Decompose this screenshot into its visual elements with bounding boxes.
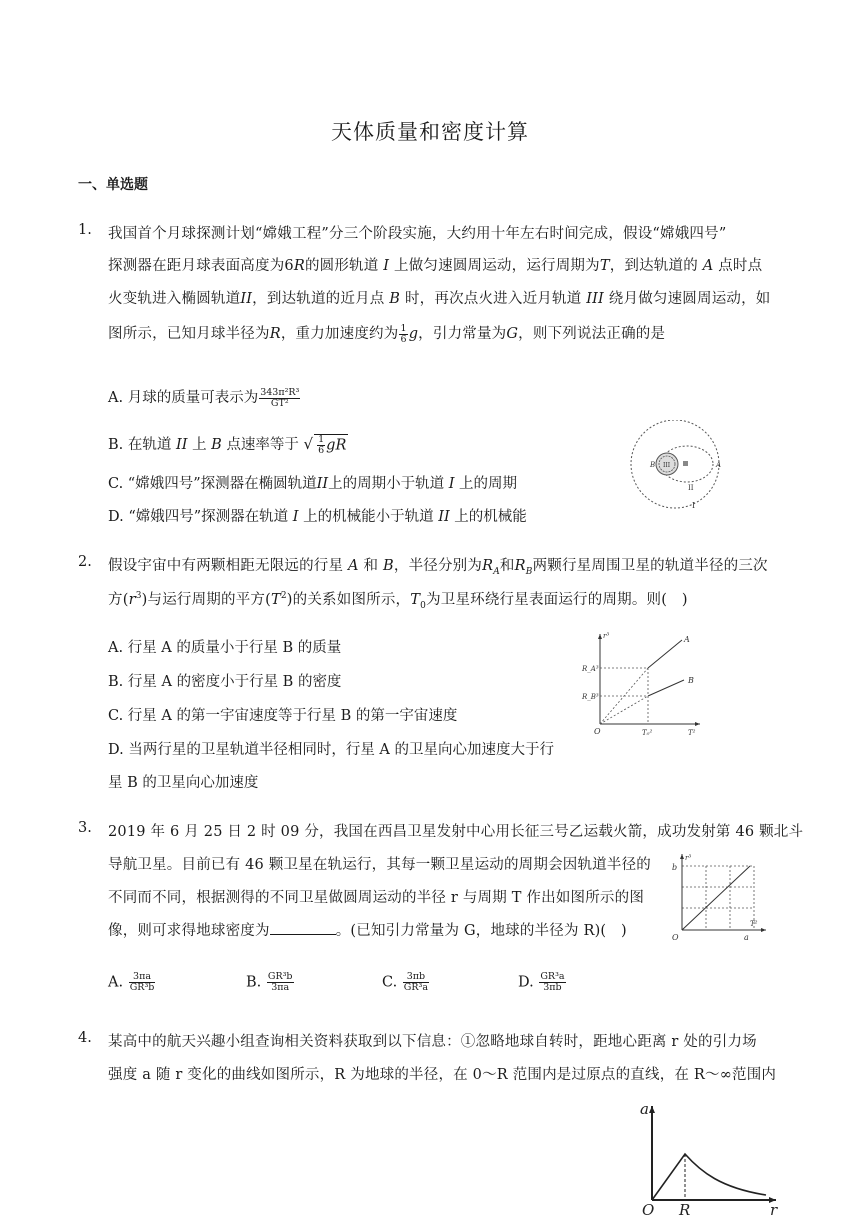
option-d[interactable]: D. “嫦娥四号”探测器在轨道 I 上的机械能小于轨道 II 上的机械能 (108, 509, 527, 525)
option-b[interactable]: B. 行星 A 的密度小于行星 B 的密度 (108, 674, 342, 690)
field-strength-graph (636, 1098, 786, 1216)
fraction: $\frac{\text{343π²R³}}{\text{GT²}}$ (260, 386, 300, 409)
question-text-line: 我国首个月球探测计划“嫦娥工程”分三个阶段实施，大约用十年左右时间完成，假设“嫦娥四号” (108, 226, 727, 242)
question-text-line: 2019 年 6 月 25 日 2 时 09 分，我国在西昌卫星发射中心用长征三号乙运载火箭，成功发射第 46 颗北斗 (108, 824, 804, 840)
y-axis-label: a (640, 1100, 649, 1118)
question-text-line: 不同而不同，根据测得的不同卫星做圆周运动的半径 r 与周期 T 作出如图所示的图 (108, 890, 645, 906)
fraction: $\frac{3\pi b}{\text{GR³a}}$ (403, 971, 429, 993)
fraction: $\frac{1}{6}$ (400, 322, 407, 345)
origin-label: O (594, 727, 601, 736)
line-b (648, 680, 684, 696)
option-a[interactable]: A. 行星 A 的质量小于行星 B 的质量 (108, 640, 342, 656)
question-text-line: 探测器在距月球表面高度为6R的圆形轨道 I 上做匀速圆周运动，运行周期为T，到达轨道的 A 点时点 (108, 258, 763, 274)
line-a (648, 640, 682, 668)
x-axis-label: T² (688, 729, 696, 737)
question-number: 3. (78, 820, 92, 836)
option-a[interactable]: A. 月球的质量可表示为 $\frac{\text{343π²R³}}{\text{GT²}}$ (108, 386, 300, 409)
question-text-line: 假设宇宙中有两颗相距无限远的行星 A 和 B，半径分别为$R_A$和$R_B$两颗行星周围卫星的轨道半径的三次 (108, 558, 768, 577)
label-ii: II (688, 484, 694, 492)
option-c[interactable]: C. “嫦娥四号”探测器在椭圆轨道II上的周期小于轨道 I 上的周期 (108, 476, 518, 492)
ra-label: R_A³ (582, 665, 599, 673)
option-d[interactable]: D. $\frac{\text{GR³a}}{3\pi b}$ (518, 971, 565, 993)
a-label: a (744, 933, 749, 942)
y-axis-label: r³ (685, 854, 692, 862)
label-i: I (692, 501, 696, 510)
r3-t2-grid-graph (668, 850, 772, 946)
t0-label: T₀² (642, 729, 653, 737)
question-number: 4. (78, 1030, 92, 1046)
data-line (682, 866, 750, 930)
r-label: R (679, 1201, 691, 1216)
label-a: A (716, 461, 722, 469)
label-iii: III (663, 462, 671, 469)
question-text-line: 方$(r^3)$与运行周期的平方$(T^2)$的关系如图所示，$T_0$为卫星环绕行星表面运行的周期。则( ) (108, 591, 688, 611)
question-text-line: 强度 a 随 r 变化的曲线如图所示，R 为地球的半径，在 0～R 范围内是过原点的直线，在 R～∞范围内 (108, 1067, 777, 1083)
r3-t2-graph (580, 628, 710, 740)
question-number: 2. (78, 554, 92, 570)
x-axis-label: r (770, 1201, 778, 1216)
fraction: $\frac{\text{GR³a}}{3\pi b}$ (540, 971, 565, 993)
rb-label: R_B³ (582, 693, 599, 701)
orbit-figure (620, 420, 730, 520)
b-label: b (672, 863, 678, 872)
fraction: $\frac{\text{GR³b}}{3\pi a}$ (267, 971, 293, 993)
question-number: 1. (78, 222, 92, 238)
label-b: B (650, 461, 656, 469)
line-b-dashed (600, 696, 648, 724)
option-d-continued: 星 B 的卫星向心加速度 (108, 775, 259, 791)
option-c[interactable]: C. 行星 A 的第一宇宙速度等于行星 B 的第一宇宙速度 (108, 708, 458, 724)
question-text-line: 图所示，已知月球半径为R，重力加速度约为 $\frac{1}{6}$ g，引力常量为G，则下列说法正确的是 (108, 322, 666, 345)
origin-label: O (642, 1201, 655, 1216)
fraction: $\frac{3\pi a}{\text{GR³b}}$ (129, 971, 155, 993)
y-axis-label: r³ (603, 632, 610, 640)
origin-label: O (672, 933, 679, 942)
satellite-icon (683, 461, 688, 466)
question-text-line: 像，则可求得地球密度为 。(已知引力常量为 G，地球的半径为 R)( ) (108, 923, 627, 939)
y-arrow-icon (649, 1106, 655, 1113)
question-text-line: 导航卫星。目前已有 46 颗卫星在轨运行，其每一颗卫星运动的周期会因轨道半径的 (108, 857, 651, 873)
option-c[interactable]: C. $\frac{3\pi b}{\text{GR³a}}$ (382, 971, 429, 993)
option-b[interactable]: B. 在轨道 II 上 B 点速率等于 √ $\frac{1}{6}$ gR (108, 433, 347, 456)
answer-blank[interactable] (270, 922, 336, 935)
y-arrow-icon (680, 854, 684, 859)
fraction: $\frac{1}{6}$ (318, 433, 325, 456)
option-a[interactable]: A. $\frac{3\pi a}{\text{GR³b}}$ (108, 971, 155, 993)
x-axis-label: T² (750, 920, 758, 928)
x-arrow-icon (695, 722, 700, 726)
page-title: 天体质量和密度计算 (331, 120, 529, 144)
x-arrow-icon (761, 928, 766, 932)
question-text-line: 火变轨进入椭圆轨道II，到达轨道的近月点 B 时，再次点火进入近月轨道 III 绕月做匀速圆周运动，如 (108, 291, 771, 307)
option-d[interactable]: D. 当两行星的卫星轨道半径相同时，行星 A 的卫星向心加速度大于行 (108, 742, 555, 758)
section-heading: 一、单选题 (78, 177, 148, 193)
field-curve (652, 1154, 766, 1200)
y-arrow-icon (598, 634, 602, 639)
line-b-label: B (688, 676, 694, 685)
option-b[interactable]: B. $\frac{\text{GR³b}}{3\pi a}$ (246, 971, 293, 993)
question-text-line: 某高中的航天兴趣小组查询相关资料获取到以下信息：①忽略地球自转时，距地心距离 r 处的引力场 (108, 1034, 757, 1050)
line-a-label: A (684, 635, 690, 644)
